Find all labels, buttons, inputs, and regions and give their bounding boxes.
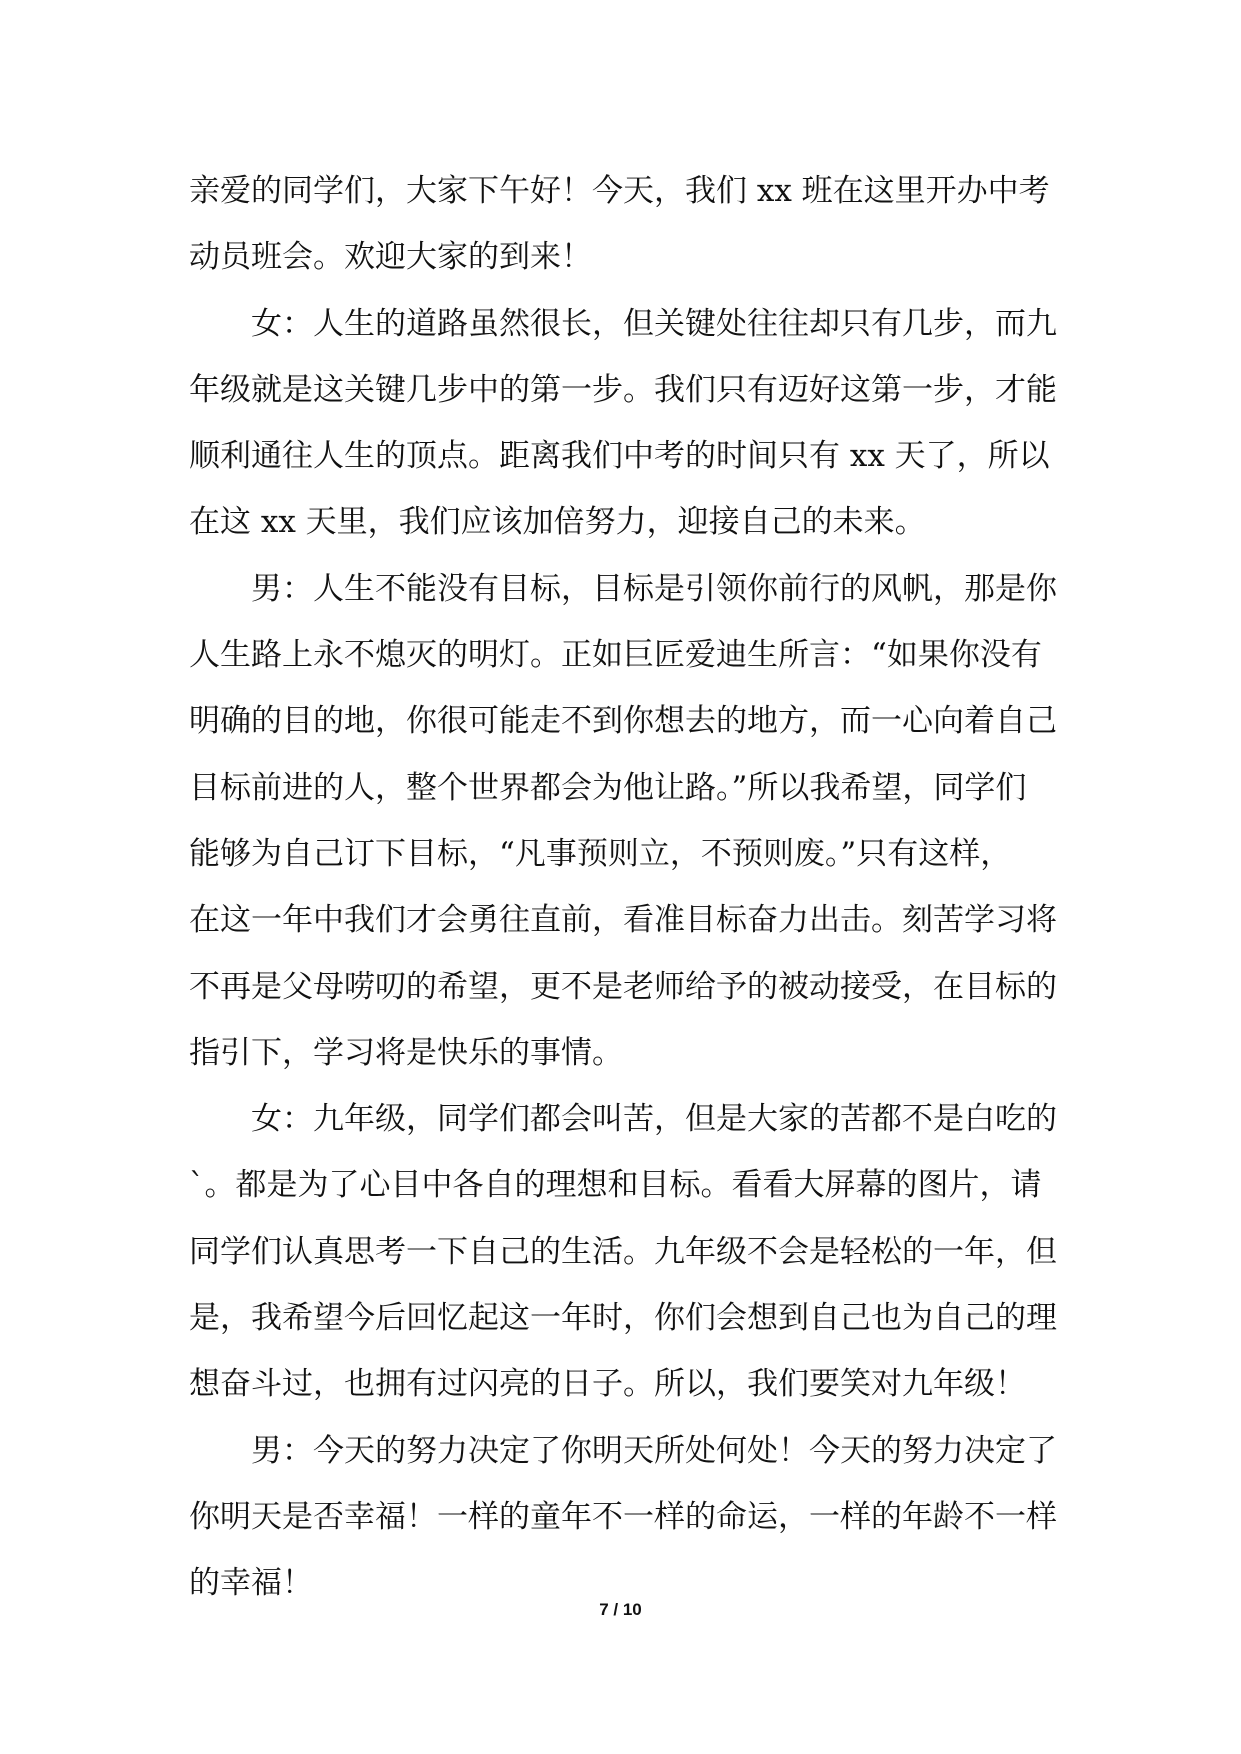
text-line: 指引下，学习将是快乐的事情。 [189,1034,623,1071]
text-line: 年级就是这关键几步中的第一步。我们只有迈好这第一步，才能 [189,371,1057,408]
text-line: 想奋斗过，也拥有过闪亮的日子。所以，我们要笑对九年级！ [189,1366,1026,1403]
paragraph-male-1 [189,556,1059,1086]
text-line: 明确的目的地，你很可能走不到你想去的地方，而一心向着自己 [189,703,1057,740]
text-line: 你明天是否幸福！一样的童年不一样的命运，一样的年龄不一样 [189,1498,1057,1535]
text-line: 女：人生的道路虽然很长，但关键处往往却只有几步，而九 [251,305,1057,342]
text-line: 男：今天的努力决定了你明天所处何处！今天的努力决定了 [251,1432,1057,1469]
text-line: 的幸福！ [189,1565,313,1602]
text-line: 人生路上永不熄灭的明灯。正如巨匠爱迪生所言：“如果你没有 [189,637,1042,674]
text-line: 在这一年中我们才会勇往直前，看准目标奋力出击。刻苦学习将 [189,902,1057,939]
text-line: 同学们认真思考一下自己的生活。九年级不会是轻松的一年，但 [189,1233,1057,1270]
text-line: 男：人生不能没有目标，目标是引领你前行的风帆，那是你 [251,570,1057,607]
page-number: 7 / 10 [599,1600,642,1619]
document-body [189,158,1059,1617]
text-line: 目标前进的人，整个世界都会为他让路。”所以我希望，同学们 [189,769,1027,806]
text-line: `。都是为了心目中各自的理想和目标。看看大屏幕的图片，请 [189,1167,1042,1204]
paragraph-male-2 [189,1418,1059,1617]
text-line: 在这 xx 天里，我们应该加倍努力，迎接自己的未来。 [189,504,926,541]
text-line: 亲爱的同学们，大家下午好！今天，我们 xx 班在这里开办中考 [189,173,1050,209]
paragraph-female-1 [189,291,1059,556]
text-line: 不再是父母唠叨的希望，更不是老师给予的被动接受，在目标的 [189,968,1057,1005]
text-line: 能够为自己订下目标，“凡事预则立，不预则废。”只有这样， [189,835,1012,872]
paragraph-female-2 [189,1086,1059,1417]
text-line: 动员班会。欢迎大家的到来！ [189,239,592,276]
text-line: 女：九年级，同学们都会叫苦，但是大家的苦都不是白吃的 [251,1101,1057,1138]
text-line: 是，我希望今后回忆起这一年时，你们会想到自己也为自己的理 [189,1300,1057,1337]
text-line: 顺利通往人生的顶点。距离我们中考的时间只有 xx 天了，所以 [189,438,1050,475]
paragraph-greeting [189,158,1059,291]
